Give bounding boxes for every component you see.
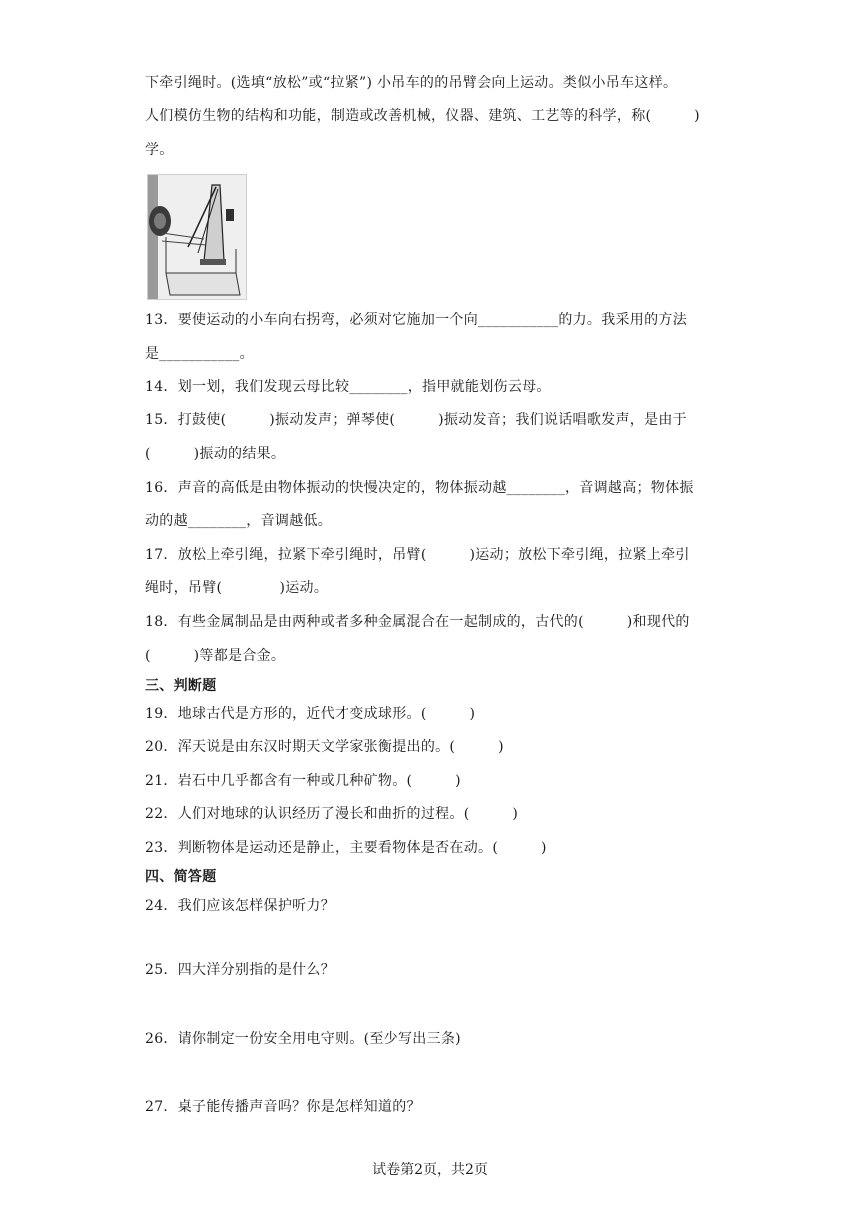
q25-text: 25．四大洋分别指的是什么？ bbox=[145, 962, 336, 978]
crane-model-illustration bbox=[148, 175, 246, 299]
q20-text: 20．浑天说是由东汉时期天文学家张衡提出的。( ) bbox=[145, 739, 504, 755]
q21-text: 21．岩石中几乎都含有一种或几种矿物。( ) bbox=[145, 773, 461, 789]
section-heading-short-answer: 四、简答题 bbox=[145, 869, 217, 885]
q24-text: 24．我们应该怎样保护听力？ bbox=[145, 898, 336, 914]
section-heading-true-false: 三、判断题 bbox=[145, 678, 217, 694]
q23-text: 23．判断物体是运动还是静止，主要看物体是否在动。( ) bbox=[145, 840, 547, 856]
q12-text-line-3: 学。 bbox=[145, 142, 174, 158]
q15-text-line-1: 15．打鼓使( )振动发声；弹琴使( )振动发音；我们说话唱歌发声，是由于 bbox=[145, 412, 687, 428]
q17-text-line-1: 17．放松上牵引绳，拉紧下牵引绳时，吊臂( )运动；放松下牵引绳，拉紧上牵引 bbox=[145, 547, 690, 563]
q17-text-line-2: 绳时，吊臂( )运动。 bbox=[145, 580, 329, 596]
q26-text: 26．请你制定一份安全用电守则。(至少写出三条) bbox=[145, 1031, 461, 1047]
q12-text-line-1: 下牵引绳时。(选填“放松”或“拉紧”) 小吊车的的吊臂会向上运动。类似小吊车这样。 bbox=[145, 75, 678, 91]
q16-text-line-2: 动的越________，音调越低。 bbox=[145, 513, 333, 529]
q16-text-line-1: 16．声音的高低是由物体振动的快慢决定的，物体振动越________，音调越高；物体振 bbox=[145, 480, 694, 496]
crane-arm-photo bbox=[147, 174, 247, 300]
page-footer: 试卷第2页，共2页 bbox=[372, 1162, 488, 1178]
q18-text-line-2: ( )等都是合金。 bbox=[145, 648, 286, 664]
q18-text-line-1: 18．有些金属制品是由两种或者多种金属混合在一起制成的，古代的( )和现代的 bbox=[145, 614, 690, 630]
q13-text-line-2: 是___________。 bbox=[145, 346, 254, 362]
q15-text-line-2: ( )振动的结果。 bbox=[145, 446, 286, 462]
q14-text: 14．划一划，我们发现云母比较________，指甲就能划伤云母。 bbox=[145, 379, 551, 395]
q19-text: 19．地球古代是方形的，近代才变成球形。( ) bbox=[145, 706, 476, 722]
q12-text-line-2: 人们模仿生物的结构和功能，制造或改善机械，仪器、建筑、工艺等的科学，称( ) bbox=[145, 108, 700, 124]
q13-text-line-1: 13．要使运动的小车向右拐弯，必须对它施加一个向___________的力。我采用的方法 bbox=[145, 312, 688, 328]
q22-text: 22．人们对地球的认识经历了漫长和曲折的过程。( ) bbox=[145, 806, 519, 822]
q27-text: 27．桌子能传播声音吗？你是怎样知道的？ bbox=[145, 1099, 421, 1115]
